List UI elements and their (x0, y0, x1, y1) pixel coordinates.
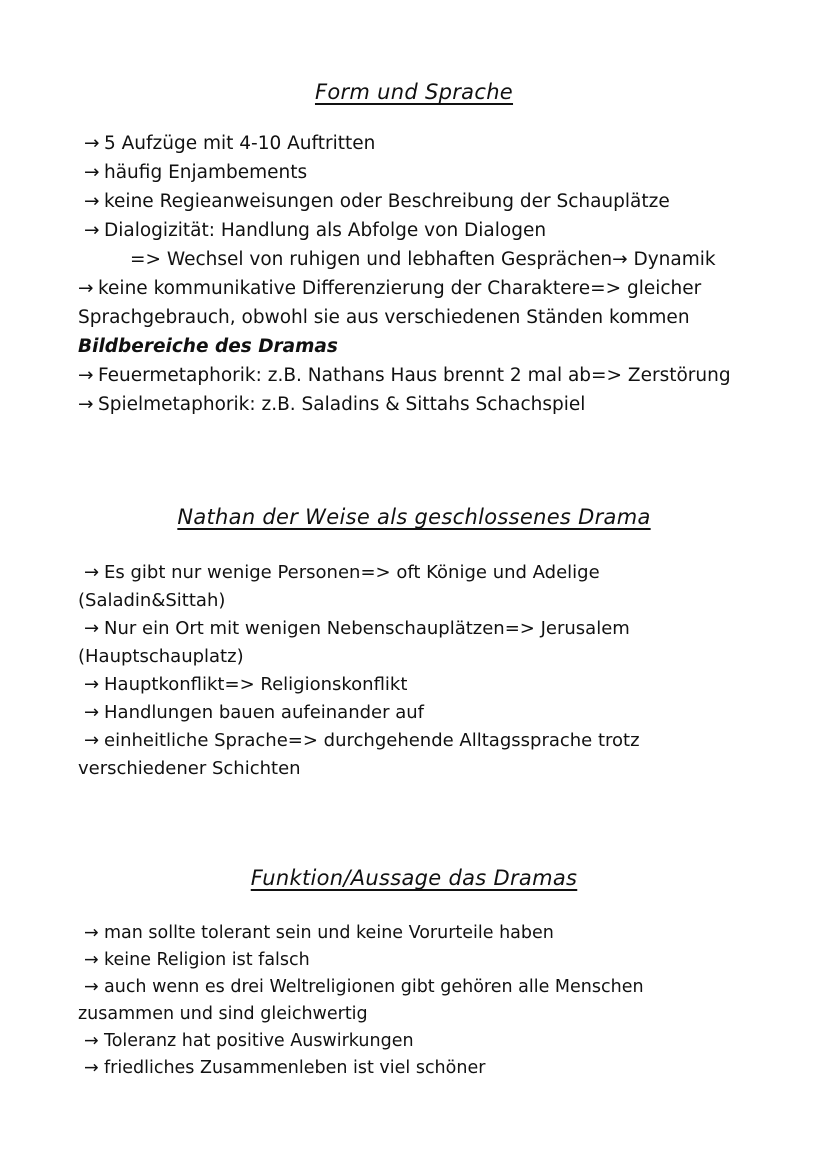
list-item-continuation: zusammen und sind gleichwertig (78, 1004, 368, 1024)
list-item (78, 1028, 750, 1054)
list-item (78, 615, 750, 642)
list-item-text: Feuermetaphorik: z.B. Nathans Haus brennt 2 mal ab=> Zerstörung (98, 365, 731, 386)
list-item-text: keine Religion ist falsch (104, 950, 310, 970)
list-item (78, 217, 750, 245)
list-item-text: Spielmetaphorik: z.B. Saladins & Sittahs Schachspiel (98, 394, 586, 415)
section-form-und-sprache (78, 80, 750, 419)
list-item-text: Handlungen bauen aufeinander auf (104, 702, 425, 723)
list-item (78, 1055, 750, 1081)
list-item (78, 920, 750, 946)
list-item-continuation: (Hauptschauplatz) (78, 646, 244, 667)
arrow-icon: → (78, 365, 94, 386)
list-item-text: Toleranz hat positive Auswirkungen (104, 1031, 414, 1051)
list-item-text: 5 Aufzüge mit 4-10 Auftritten (104, 133, 376, 154)
list-item-text: Es gibt nur wenige Personen=> oft Könige und Adelige (104, 562, 600, 583)
arrow-icon: → (78, 278, 94, 299)
list-item-text: häufig Enjambements (104, 162, 308, 183)
list-item (78, 362, 750, 390)
arrow-icon: → (84, 191, 100, 212)
list-item (78, 727, 750, 754)
section-body (78, 130, 750, 419)
arrow-icon: → (84, 674, 100, 695)
section-title: Funktion/Aussage das Dramas (250, 866, 578, 890)
list-item-text: Nur ein Ort mit wenigen Nebenschauplätzen=> Jerusalem (104, 618, 630, 639)
list-item-text: auch wenn es drei Weltreligionen gibt gehören alle Menschen (104, 977, 644, 997)
section-geschlossenes-drama (78, 505, 750, 782)
arrow-icon: → (84, 977, 99, 997)
list-item (78, 159, 750, 187)
section-body (78, 920, 750, 1081)
list-item (78, 671, 750, 698)
list-item (78, 275, 750, 303)
list-item-continuation: verschiedener Schichten (78, 758, 301, 779)
list-item-text: keine Regieanweisungen oder Beschreibung der Schauplätze (104, 191, 670, 212)
arrow-icon: → (84, 618, 100, 639)
list-item-text: man sollte tolerant sein und keine Vorurteile haben (104, 923, 554, 943)
list-item (78, 699, 750, 726)
arrow-icon: → (84, 1031, 99, 1051)
section-body (78, 559, 750, 782)
list-item-text: friedliches Zusammenleben ist viel schöner (104, 1058, 486, 1078)
arrow-icon: → (84, 220, 100, 241)
arrow-icon: → (84, 923, 99, 943)
list-item-continuation: (Saladin&Sittah) (78, 590, 226, 611)
subheading-bildbereiche: Bildbereiche des Dramas (78, 336, 338, 357)
section-title: Form und Sprache (314, 80, 514, 104)
list-item (78, 974, 750, 1000)
arrow-icon: → (84, 702, 100, 723)
list-item (78, 559, 750, 586)
list-item-text: einheitliche Sprache=> durchgehende Alltagssprache trotz (104, 730, 640, 751)
arrow-icon: → (84, 162, 100, 183)
arrow-icon: → (78, 394, 94, 415)
arrow-icon: → (84, 950, 99, 970)
arrow-icon: → (84, 730, 100, 751)
list-item (78, 130, 750, 158)
section-funktion-aussage (78, 866, 750, 1081)
list-item-text: keine kommunikative Differenzierung der Charaktere=> gleicher (98, 278, 702, 299)
list-item-continuation: Sprachgebrauch, obwohl sie aus verschiedenen Ständen kommen (78, 307, 690, 328)
arrow-icon: → (84, 562, 100, 583)
list-item (78, 391, 750, 419)
section-title: Nathan der Weise als geschlossenes Drama (177, 505, 651, 529)
list-item (78, 188, 750, 216)
list-item-text: Hauptkonflikt=> Religionskonflikt (104, 674, 408, 695)
list-item (78, 947, 750, 973)
list-item-text: Dialogizität: Handlung als Abfolge von Dialogen (104, 220, 547, 241)
arrow-icon: → (84, 133, 100, 154)
arrow-icon: → (84, 1058, 99, 1078)
list-item-continuation: => Wechsel von ruhigen und lebhaften Gesprächen→ Dynamik (130, 249, 716, 270)
